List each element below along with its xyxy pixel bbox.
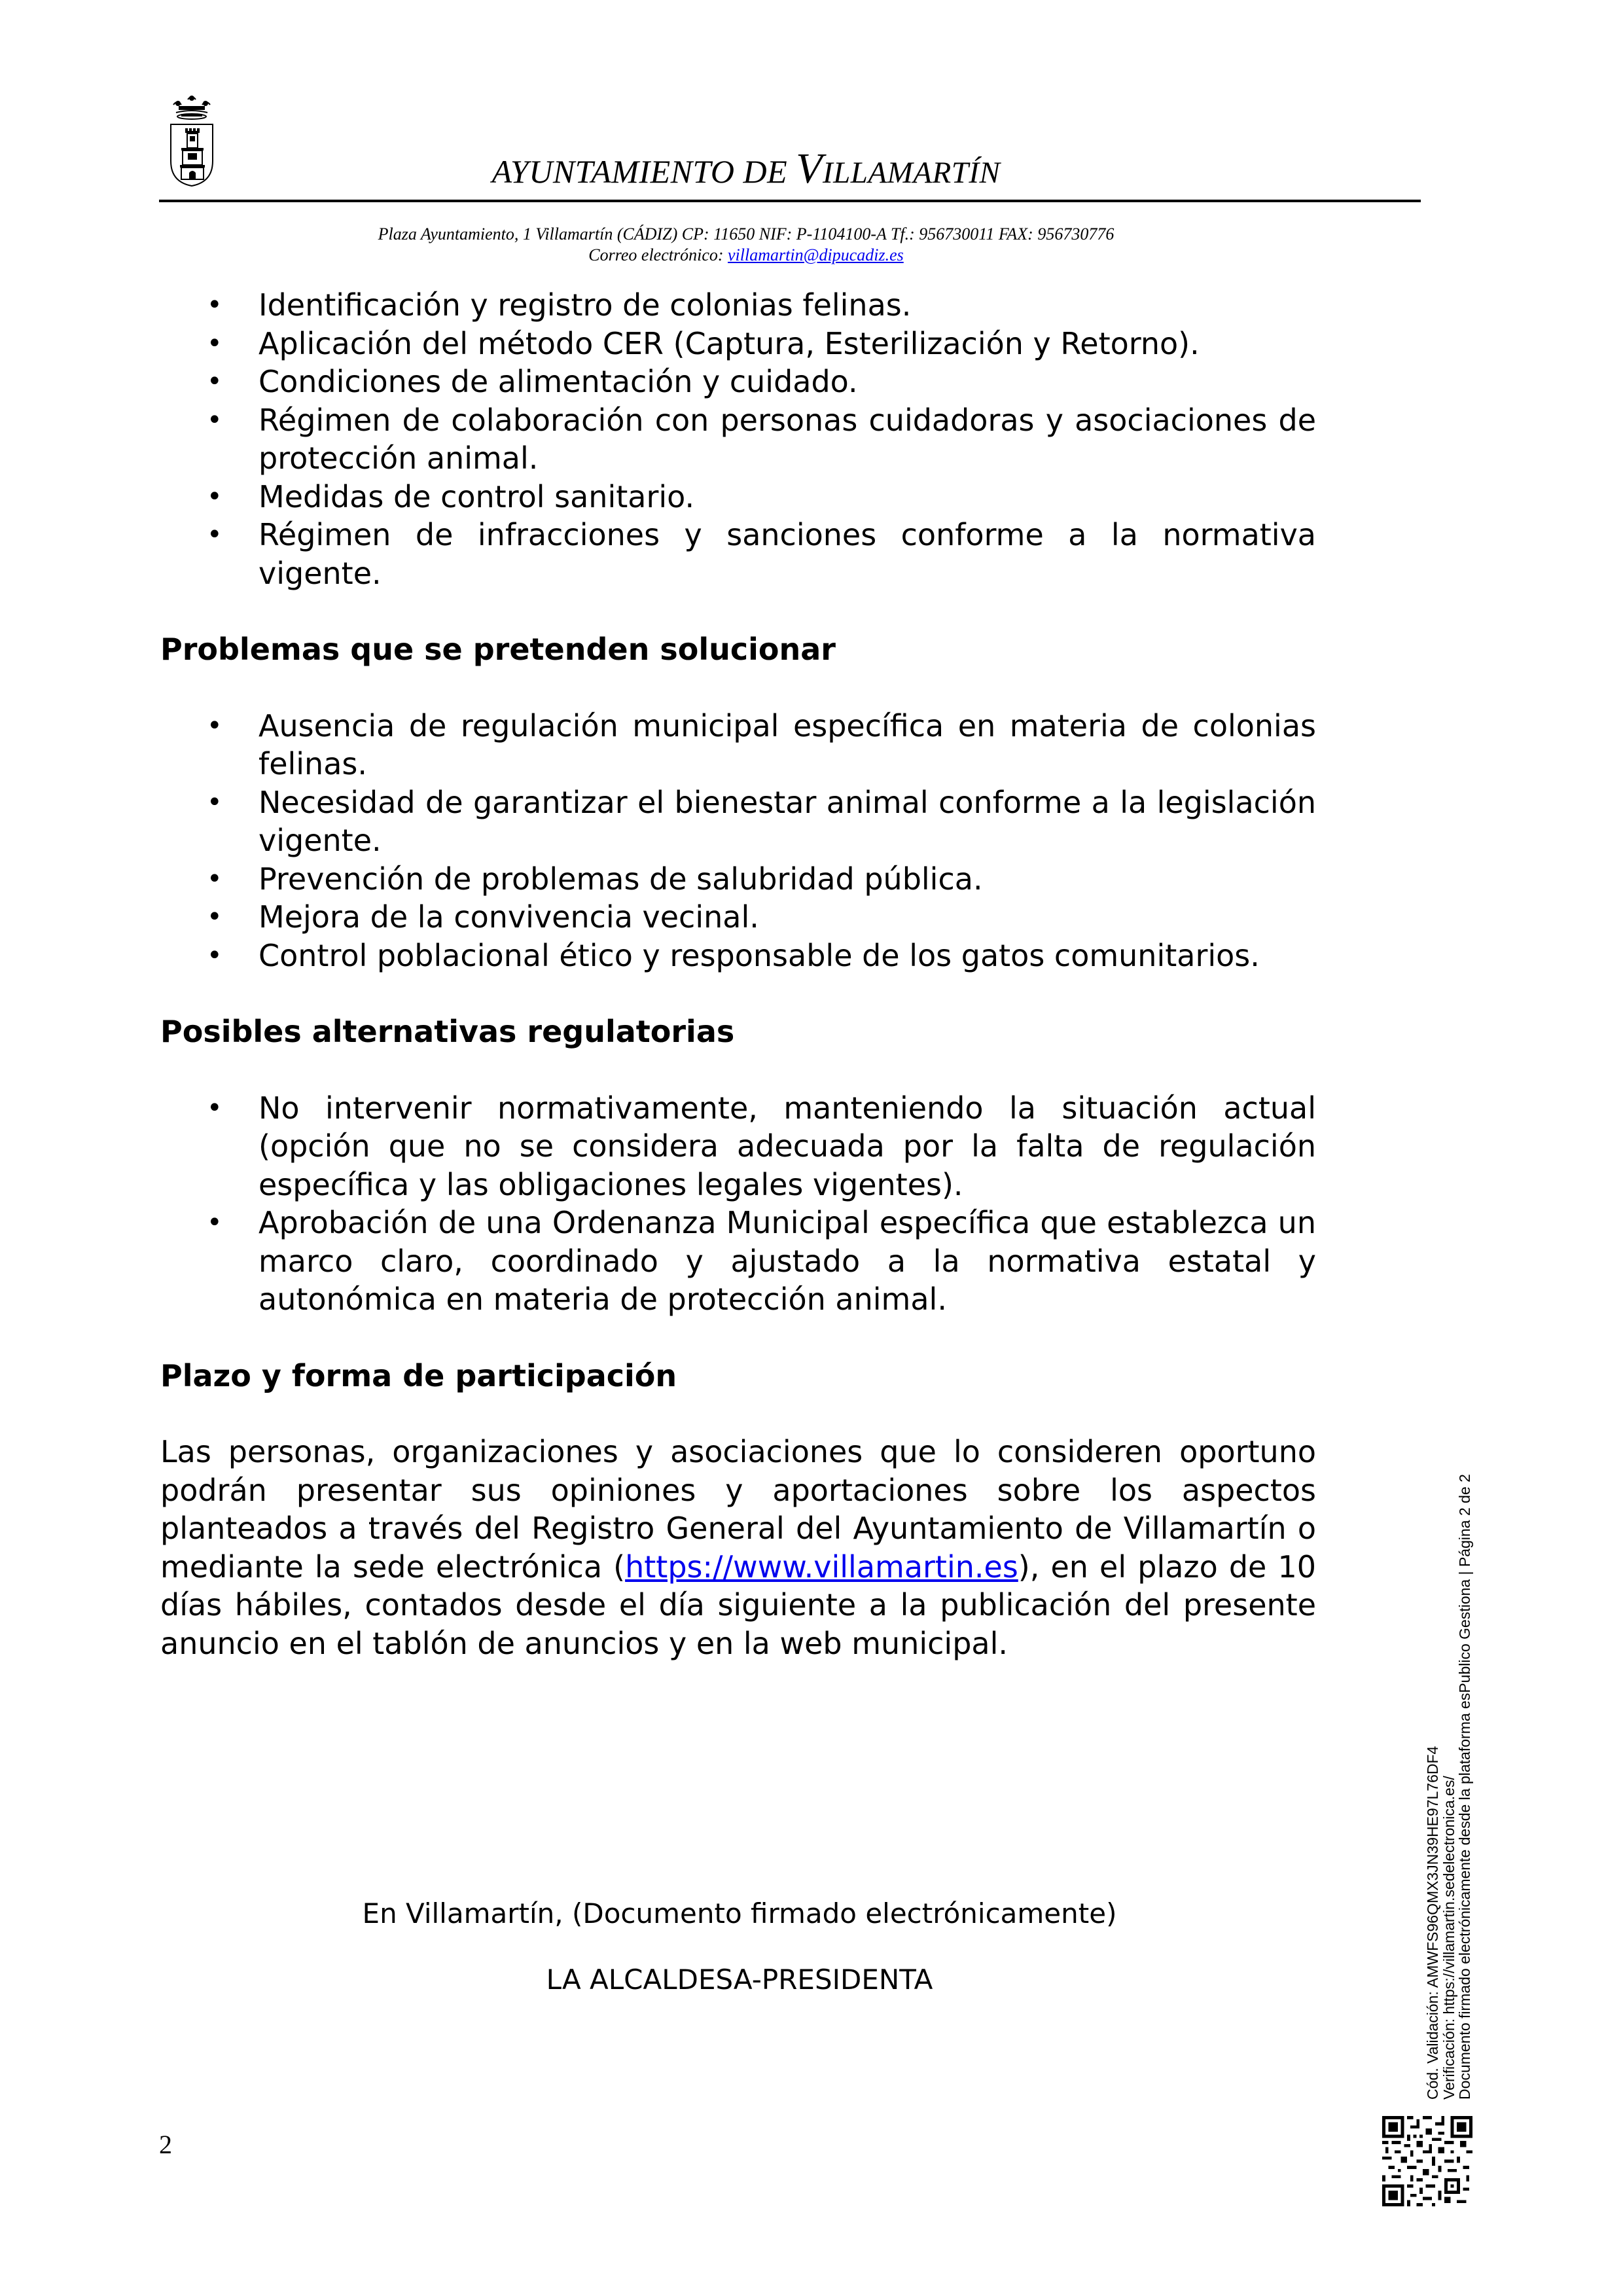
list-item-text: Necesidad de garantizar el bienestar animal conforme a la legislación vigente.: [259, 784, 1316, 858]
list-item-text: No intervenir normativamente, manteniendo la situación actual (opción que no se considera adecuada por la falta de regulación específica y las obligaciones legales vigentes).: [259, 1090, 1316, 1202]
paragraph-text: Las personas, organizaciones y asociaciones que lo consideren oportuno podrán presentar sus opiniones y aportaciones sobre los aspectos planteados a través del Registro General del Ayuntamiento de Villamartín o mediante la sede electrónica (: [160, 1434, 1316, 1585]
email-label: Correo electrónico:: [588, 245, 728, 264]
letterhead-address: [0, 224, 1492, 266]
title-part-1: AYUNTAMIENTO DE: [491, 153, 796, 190]
bullet-icon: •: [207, 1092, 223, 1123]
organization-title: [0, 145, 1492, 192]
list-item: [160, 325, 1316, 363]
list-item: [160, 401, 1316, 478]
bullet-icon: •: [207, 710, 223, 741]
list-item: [160, 286, 1316, 325]
title-part-3: ILLAMARTÍN: [823, 156, 1001, 190]
spacer: [160, 1051, 1316, 1089]
bullet-icon: •: [207, 367, 223, 397]
list-item-text: Control poblacional ético y responsable de los gatos comunitarios.: [259, 937, 1260, 973]
list-item-text: Régimen de colaboración con personas cuidadoras y asociaciones de protección animal.: [259, 402, 1316, 476]
list-item: [160, 937, 1316, 975]
validation-code: Cód. Validación: AMWFS96QMX3JN39HE97L76DF4: [1424, 1746, 1441, 2100]
list-item-text: Ausencia de regulación municipal específica en materia de colonias felinas.: [259, 708, 1316, 781]
signature-platform-note: Documento firmado electrónicamente desde la plataforma esPublico Gestiona | Página 2 de 2: [1456, 1474, 1473, 2100]
website-link[interactable]: https://www.villamartin.es: [625, 1549, 1018, 1585]
section-heading-alternatives: Posibles alternativas regulatorias: [160, 1014, 735, 1049]
page-number: 2: [159, 2130, 172, 2159]
section-heading-participation: Plazo y forma de participación: [160, 1357, 677, 1393]
bullet-icon: •: [207, 404, 223, 435]
list-item-text: Prevención de problemas de salubridad pública.: [259, 861, 983, 897]
title-part-2: V: [796, 145, 823, 192]
list-item-text: Mejora de la convivencia vecinal.: [259, 899, 759, 935]
list-item: [160, 1089, 1316, 1204]
bullet-icon: •: [207, 290, 223, 320]
list-item: [160, 516, 1316, 592]
list-item: [160, 707, 1316, 783]
address-line: Plaza Ayuntamiento, 1 Villamartín (CÁDIZ) CP: 11650 NIF: P-1104100-A Tf.: 956730011 FAX: 956730776: [378, 224, 1115, 243]
list-item: [160, 1204, 1316, 1319]
list-item: [160, 363, 1316, 401]
signature-place: En Villamartín, (Documento firmado electrónicamente): [362, 1897, 1117, 1929]
list-item-text: Aprobación de una Ordenanza Municipal específica que establezca un marco claro, coordinado y ajustado a la normativa estatal y autonómica en materia de protección animal.: [259, 1205, 1316, 1317]
email-line: [0, 245, 1492, 266]
verification-url: Verificación: https://villamartin.sedelectronica.es/: [1440, 1776, 1457, 2100]
list-item-text: Régimen de infracciones y sanciones conforme a la normativa vigente.: [259, 517, 1316, 591]
list-item-text: Aplicación del método CER (Captura, Esterilización y Retorno).: [259, 325, 1200, 361]
list-item-text: Medidas de control sanitario.: [259, 478, 695, 514]
bullet-icon: •: [207, 481, 223, 512]
verification-stamp: [1425, 1419, 1473, 2100]
bullet-icon: •: [207, 328, 223, 359]
spacer: [160, 1395, 1316, 1433]
signature-role: LA ALCALDESA-PRESIDENTA: [546, 1964, 933, 1996]
section-heading-problems: Problemas que se pretenden solucionar: [160, 632, 836, 667]
bullet-icon: •: [207, 787, 223, 817]
document-body: [160, 286, 1316, 1662]
spacer: [160, 669, 1316, 707]
list-item-text: Condiciones de alimentación y cuidado.: [259, 364, 858, 399]
list-item: [160, 478, 1316, 516]
contents-list: [160, 286, 1316, 592]
problems-list: [160, 707, 1316, 975]
bullet-icon: •: [207, 940, 223, 971]
list-item: [160, 898, 1316, 937]
email-link[interactable]: villamartin@dipucadiz.es: [728, 245, 904, 264]
list-item-text: Identificación y registro de colonias felinas.: [259, 287, 912, 323]
paragraph-text: ), en el plazo de 10 días hábiles, contados desde el día siguiente a la publicación del presente anuncio en el tablón de anuncios y en la web municipal.: [160, 1549, 1316, 1661]
header-divider: [159, 200, 1421, 202]
bullet-icon: •: [207, 520, 223, 550]
alternatives-list: [160, 1089, 1316, 1319]
bullet-icon: •: [207, 863, 223, 894]
qr-code-icon[interactable]: [1382, 2116, 1472, 2206]
participation-paragraph: [160, 1433, 1316, 1662]
list-item: [160, 783, 1316, 860]
bullet-icon: •: [207, 902, 223, 932]
spacer: [160, 592, 1316, 630]
spacer: [160, 975, 1316, 1013]
list-item: [160, 860, 1316, 899]
bullet-icon: •: [207, 1208, 223, 1238]
spacer: [160, 1319, 1316, 1357]
